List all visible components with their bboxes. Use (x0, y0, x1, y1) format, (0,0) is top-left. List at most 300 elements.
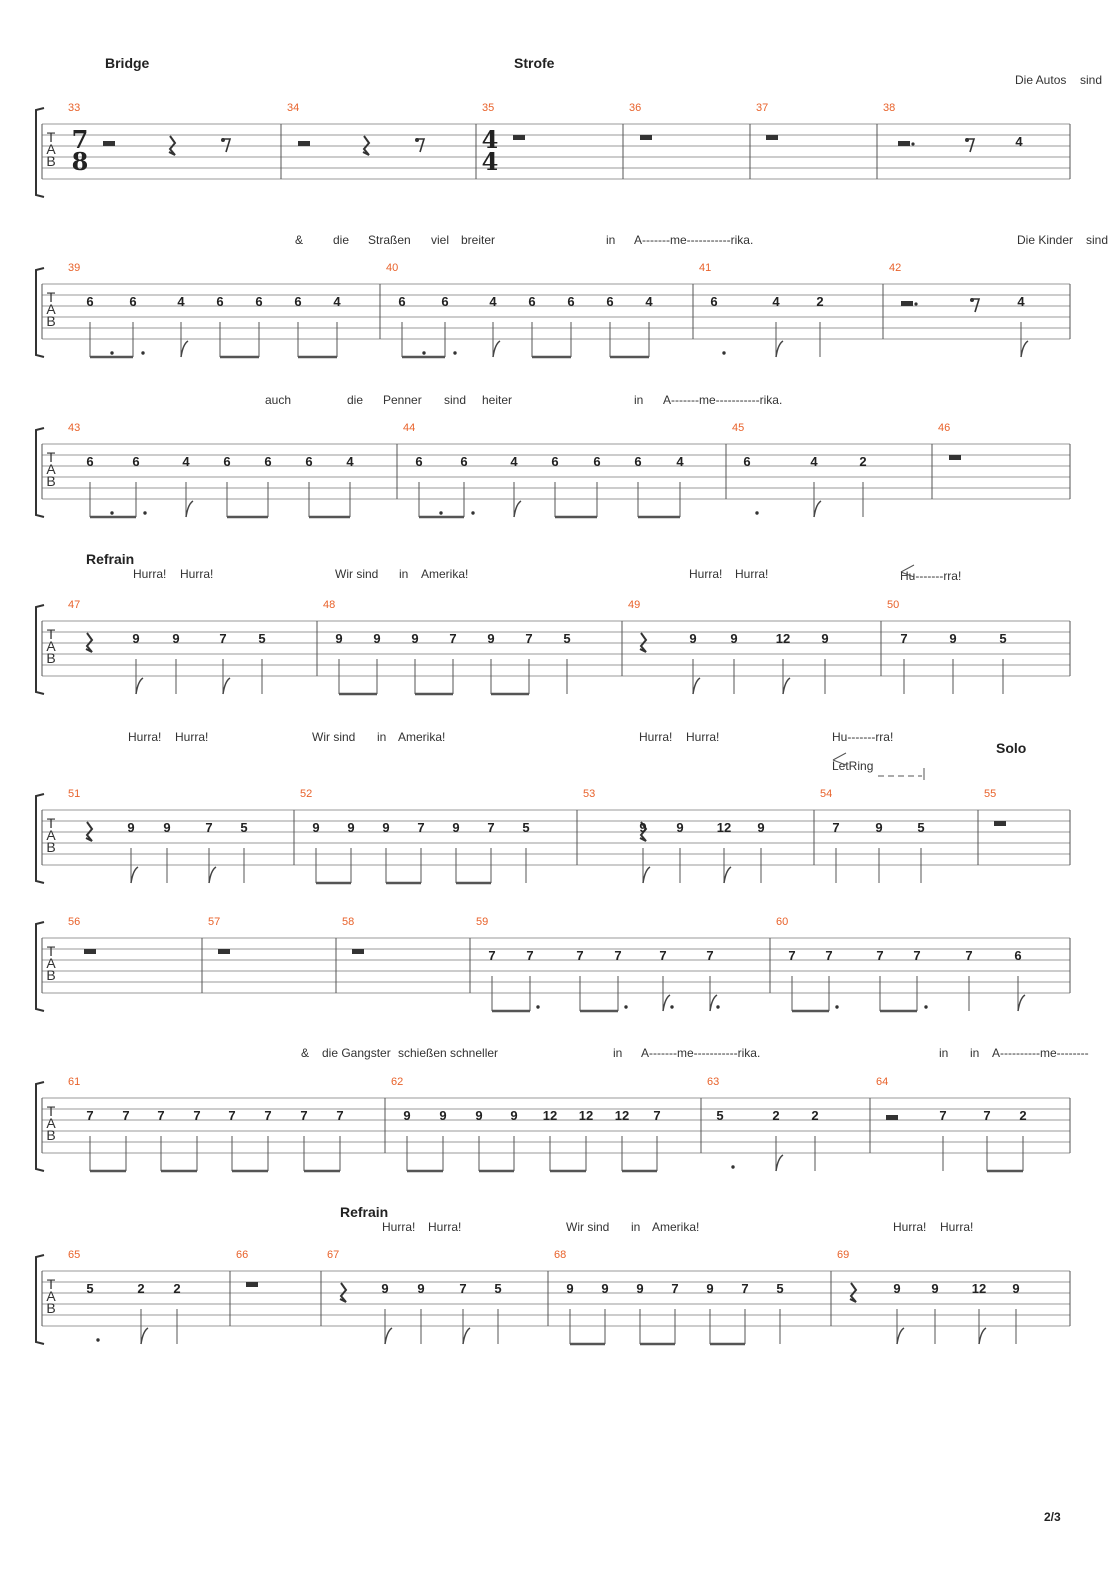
lyric-word: in (634, 393, 644, 407)
fret-number: 6 (606, 294, 614, 309)
note-flag (463, 1328, 470, 1344)
fret-number: 9 (382, 820, 390, 835)
measure-number: 59 (476, 916, 489, 928)
fret-number: 7 (449, 631, 457, 646)
fret-number: 7 (264, 1108, 272, 1123)
lyric-word: Hurra! (893, 1220, 927, 1234)
section-bridge: Bridge (105, 55, 150, 71)
fret-number: 9 (566, 1281, 574, 1296)
measure-number: 60 (776, 916, 789, 928)
note-stems (90, 322, 1028, 1344)
let-ring-marks (832, 565, 924, 780)
fret-number: 4 (177, 294, 185, 309)
fret-number: 9 (706, 1281, 714, 1296)
lyric-word: in (606, 233, 616, 247)
tab-clef-letter: B (46, 473, 56, 489)
fret-number: 2 (137, 1281, 145, 1296)
measure-number: 68 (554, 1249, 567, 1261)
fret-number: 9 (689, 631, 697, 646)
fret-number: 7 (417, 820, 425, 835)
note-flag (724, 867, 731, 883)
fret-number: 6 (216, 294, 224, 309)
whole-rest (352, 949, 364, 954)
measure-number: 40 (386, 262, 399, 274)
fret-number: 7 (900, 631, 908, 646)
measure-number: 62 (391, 1076, 404, 1088)
measure-number: 38 (883, 102, 896, 114)
lyric-word: in (377, 730, 387, 744)
lyric-word: Hurra! (686, 730, 720, 744)
duration-dot (924, 1005, 927, 1008)
measure-number: 66 (236, 1249, 249, 1261)
tab-clef-letter: T (46, 1103, 56, 1119)
duration-dot (141, 351, 144, 354)
measure-number: 50 (887, 599, 900, 611)
fret-number: 6 (398, 294, 406, 309)
lyric-word: Hu-------rra! (832, 730, 894, 744)
note-flag (136, 678, 143, 694)
note-flag (710, 995, 717, 1011)
half-rest (103, 141, 115, 146)
fret-number: 4 (333, 294, 341, 309)
measure-number: 47 (68, 599, 81, 611)
fret-number: 9 (875, 820, 883, 835)
fret-number: 5 (494, 1281, 502, 1296)
lyric-word: & (301, 1046, 310, 1060)
fret-number: 4 (182, 454, 190, 469)
fret-number: 7 (205, 820, 213, 835)
note-flag (209, 867, 216, 883)
tab-clef-letter: B (46, 313, 56, 329)
measure-number: 36 (629, 102, 642, 114)
fret-number: 6 (264, 454, 272, 469)
fret-number: 9 (601, 1281, 609, 1296)
fret-numbers (86, 134, 1026, 1296)
lyric-word: Die Autos (1015, 73, 1067, 87)
fret-number: 5 (240, 820, 248, 835)
fret-number: 9 (439, 1108, 447, 1123)
fret-number: 7 (193, 1108, 201, 1123)
tab-clef-letter: T (46, 815, 56, 831)
lyric-word: sind (1080, 73, 1103, 87)
lyric-word: Hurra! (689, 567, 723, 581)
measure-number: 41 (699, 262, 712, 274)
duration-dot (670, 1005, 673, 1008)
tab-clef-letter: T (46, 943, 56, 959)
fret-number: 6 (1014, 948, 1022, 963)
fret-number: 5 (999, 631, 1007, 646)
fret-number: 7 (653, 1108, 661, 1123)
note-flag (776, 1155, 783, 1171)
fret-number: 5 (563, 631, 571, 646)
lyric-word: die (333, 233, 350, 247)
note-flag (385, 1328, 392, 1344)
fret-number: 9 (347, 820, 355, 835)
fret-number: 4 (772, 294, 780, 309)
tab-clef-letter: A (46, 955, 56, 971)
rests (84, 135, 1006, 1302)
lyric-word: die (347, 393, 364, 407)
rest-dot (911, 142, 914, 145)
fret-number: 7 (525, 631, 533, 646)
note-flag (979, 1328, 986, 1344)
note-flag (814, 501, 821, 517)
note-flag (223, 678, 230, 694)
tab-clef-letter: A (46, 301, 56, 317)
measure-number: 35 (482, 102, 495, 114)
rest-dot (914, 302, 917, 305)
duration-dot (624, 1005, 627, 1008)
fret-number: 7 (671, 1281, 679, 1296)
fret-number: 9 (636, 1281, 644, 1296)
lyric-word: Wir sind (566, 1220, 610, 1234)
fret-number: 9 (403, 1108, 411, 1123)
fret-number: 9 (510, 1108, 518, 1123)
tab-clef-letter: T (46, 289, 56, 305)
duration-dot (471, 511, 474, 514)
measure-number: 65 (68, 1249, 81, 1261)
note-flag (181, 341, 188, 357)
lyric-word: Penner (383, 393, 422, 407)
fret-number: 7 (336, 1108, 344, 1123)
fret-number: 9 (949, 631, 957, 646)
fret-number: 9 (132, 631, 140, 646)
note-flag (131, 867, 138, 883)
fret-number: 6 (132, 454, 140, 469)
time-signature-bottom: 8 (71, 147, 89, 176)
lyric-word: sind (1086, 233, 1109, 247)
eighth-rest-dot (221, 138, 225, 142)
fret-number: 4 (810, 454, 818, 469)
lyric-word: A-------me-----------rika. (663, 393, 783, 407)
fret-number: 7 (825, 948, 833, 963)
fret-number: 9 (676, 820, 684, 835)
fret-number: 6 (255, 294, 263, 309)
fret-number: 6 (86, 454, 94, 469)
fret-number: 6 (305, 454, 313, 469)
tab-clef-letter: A (46, 141, 56, 157)
note-flag (663, 995, 670, 1011)
lyric-word: schneller (450, 1046, 499, 1060)
fret-number: 7 (228, 1108, 236, 1123)
fret-number: 9 (639, 820, 647, 835)
fret-number: 9 (757, 820, 765, 835)
fret-number: 2 (811, 1108, 819, 1123)
fret-number: 6 (743, 454, 751, 469)
tab-clef-letter: T (46, 626, 56, 642)
tab-clef-letter: A (46, 1288, 56, 1304)
lyric-word: in (970, 1046, 980, 1060)
tab-clef-letter: B (46, 1127, 56, 1143)
measure-number: 55 (984, 788, 997, 800)
fret-number: 9 (373, 631, 381, 646)
fret-number: 9 (127, 820, 135, 835)
fret-number: 9 (487, 631, 495, 646)
duration-dot (722, 351, 725, 354)
duration-dot (110, 511, 113, 514)
fret-number: 4 (1015, 134, 1023, 149)
tab-clef-letter: A (46, 461, 56, 477)
system-bracket (36, 922, 44, 1011)
lyric-word: Straßen (368, 233, 411, 247)
fret-number: 2 (772, 1108, 780, 1123)
fret-number: 5 (258, 631, 266, 646)
measure-numbers (68, 102, 996, 1261)
fret-number: 6 (86, 294, 94, 309)
lyric-word: Hurra! (133, 567, 167, 581)
fret-number: 6 (415, 454, 423, 469)
half-rest (298, 141, 310, 146)
note-flag (643, 867, 650, 883)
let-ring-label: LetRing (832, 759, 874, 773)
measure-number: 64 (876, 1076, 889, 1088)
half-rest (886, 1115, 898, 1120)
measure-number: 67 (327, 1249, 340, 1261)
system-bracket (36, 268, 44, 357)
fret-number: 5 (776, 1281, 784, 1296)
measure-number: 39 (68, 262, 81, 274)
fret-number: 9 (821, 631, 829, 646)
fret-number: 7 (788, 948, 796, 963)
section-refrain: Refrain (86, 551, 135, 567)
lyric-word: Hurra! (382, 1220, 416, 1234)
fret-number: 7 (487, 820, 495, 835)
fret-number: 6 (294, 294, 302, 309)
fret-number: 7 (219, 631, 227, 646)
fret-number: 7 (876, 948, 884, 963)
fret-number: 9 (335, 631, 343, 646)
eighth-rest-dot (415, 138, 419, 142)
tab-clef-letter: B (46, 839, 56, 855)
fret-number: 7 (459, 1281, 467, 1296)
whole-rest (246, 1282, 258, 1287)
fret-number: 2 (816, 294, 824, 309)
fret-number: 9 (172, 631, 180, 646)
duration-dot (143, 511, 146, 514)
fret-number: 2 (173, 1281, 181, 1296)
lyric-word: Wir sind (312, 730, 356, 744)
lyric-word: A-------me-----------rika. (634, 233, 754, 247)
measure-number: 58 (342, 916, 355, 928)
fret-number: 2 (1019, 1108, 1027, 1123)
system-bracket (36, 1082, 44, 1171)
note-flag (783, 678, 790, 694)
fret-number: 9 (452, 820, 460, 835)
whole-rest (218, 949, 230, 954)
fret-number: 4 (1017, 294, 1025, 309)
fret-number: 6 (551, 454, 559, 469)
duration-dot (96, 1338, 99, 1341)
measure-number: 48 (323, 599, 336, 611)
duration-dot (716, 1005, 719, 1008)
fret-number: 9 (381, 1281, 389, 1296)
tab-clef-letter: T (46, 129, 56, 145)
fret-number: 9 (417, 1281, 425, 1296)
fret-number: 7 (526, 948, 534, 963)
fret-number: 5 (86, 1281, 94, 1296)
measure-number: 44 (403, 422, 416, 434)
fret-number: 7 (706, 948, 714, 963)
fret-number: 6 (441, 294, 449, 309)
section-refrain: Refrain (340, 1204, 389, 1220)
duration-dot (439, 511, 442, 514)
fret-number: 6 (223, 454, 231, 469)
duration-dot (110, 351, 113, 354)
lyric-word: heiter (482, 393, 513, 407)
time-signature-top: 4 (481, 125, 499, 154)
note-flag (776, 341, 783, 357)
measure-number: 45 (732, 422, 745, 434)
lyric-word: Hurra! (940, 1220, 974, 1234)
note-flag (141, 1328, 148, 1344)
lyric-word: auch (265, 393, 292, 407)
fret-number: 4 (346, 454, 354, 469)
fret-number: 9 (475, 1108, 483, 1123)
tab-clef-letter: B (46, 650, 56, 666)
fret-number: 7 (122, 1108, 130, 1123)
fret-number: 6 (634, 454, 642, 469)
fret-number: 9 (163, 820, 171, 835)
lyric-word: Amerika! (652, 1220, 700, 1234)
tab-clef-letter: B (46, 1300, 56, 1316)
fret-number: 4 (489, 294, 497, 309)
note-flag (1021, 341, 1028, 357)
lyric-word: Hurra! (128, 730, 162, 744)
lyric-word: schießen (398, 1046, 447, 1060)
lyric-word: Hurra! (639, 730, 673, 744)
system-bracket (36, 108, 44, 197)
measure-number: 54 (820, 788, 833, 800)
fret-number: 7 (832, 820, 840, 835)
tab-clef-letter: B (46, 967, 56, 983)
fret-number: 9 (312, 820, 320, 835)
fret-number: 7 (965, 948, 973, 963)
fret-number: 9 (411, 631, 419, 646)
fret-number: 7 (488, 948, 496, 963)
fret-number: 12 (971, 1281, 987, 1296)
lyric-word: in (613, 1046, 623, 1060)
note-flag (897, 1328, 904, 1344)
lyric-word: Hurra! (180, 567, 214, 581)
lyric-word: A----------me-------- (992, 1046, 1089, 1060)
note-flag (514, 501, 521, 517)
note-flag (693, 678, 700, 694)
fret-number: 9 (1012, 1281, 1020, 1296)
fret-number: 12 (775, 631, 791, 646)
lyric-word: in (939, 1046, 949, 1060)
fret-number: 7 (300, 1108, 308, 1123)
lyric-word: Hurra! (175, 730, 209, 744)
measure-number: 37 (756, 102, 769, 114)
lyric-word: & (295, 233, 304, 247)
duration-dot (731, 1165, 734, 1168)
measure-number: 63 (707, 1076, 720, 1088)
fret-number: 4 (510, 454, 518, 469)
tab-clef-letter: T (46, 1276, 56, 1292)
duration-dot (422, 351, 425, 354)
fret-number: 4 (645, 294, 653, 309)
lyric-word: in (631, 1220, 641, 1234)
measure-number: 56 (68, 916, 81, 928)
whole-rest (640, 135, 652, 140)
measure-number: 42 (889, 262, 902, 274)
fret-number: 12 (614, 1108, 630, 1123)
measure-number: 46 (938, 422, 951, 434)
fret-number: 12 (716, 820, 732, 835)
fret-number: 7 (576, 948, 584, 963)
measure-number: 49 (628, 599, 641, 611)
system-bracket (36, 428, 44, 517)
fret-number: 7 (939, 1108, 947, 1123)
fret-number: 7 (86, 1108, 94, 1123)
system-bracket (36, 1255, 44, 1344)
time-signature-top: 7 (71, 125, 89, 154)
system-bracket (36, 605, 44, 694)
fret-number: 5 (917, 820, 925, 835)
fret-number: 5 (522, 820, 530, 835)
half-rest (901, 301, 913, 306)
fret-number: 7 (983, 1108, 991, 1123)
page-number: 2/3 (1044, 1510, 1061, 1524)
fret-number: 6 (710, 294, 718, 309)
note-flag (1018, 995, 1025, 1011)
measure-number: 33 (68, 102, 81, 114)
duration-dot (755, 511, 758, 514)
whole-rest (766, 135, 778, 140)
fret-number: 7 (659, 948, 667, 963)
fret-number: 7 (913, 948, 921, 963)
lyric-word: Hu-------rra! (900, 569, 962, 583)
section-strofe: Strofe (514, 55, 555, 71)
system-bracket (36, 794, 44, 883)
measure-number: 43 (68, 422, 81, 434)
measure-number: 69 (837, 1249, 850, 1261)
half-rest (898, 141, 910, 146)
lyric-word: in (399, 567, 409, 581)
duration-dot (536, 1005, 539, 1008)
staff-lines (36, 108, 1070, 1344)
fret-number: 7 (741, 1281, 749, 1296)
note-flag (186, 501, 193, 517)
measure-number: 34 (287, 102, 300, 114)
fret-number: 2 (859, 454, 867, 469)
fret-number: 9 (931, 1281, 939, 1296)
whole-rest (84, 949, 96, 954)
measure-number: 51 (68, 788, 81, 800)
lyric-word: Wir sind (335, 567, 379, 581)
lyric-word: Hurra! (735, 567, 769, 581)
duration-dot (835, 1005, 838, 1008)
eighth-rest-dot (965, 138, 969, 142)
fret-number: 6 (567, 294, 575, 309)
fret-number: 5 (716, 1108, 724, 1123)
lyric-word: A-------me-----------rika. (641, 1046, 761, 1060)
whole-rest (994, 821, 1006, 826)
lyric-word: Die Kinder (1017, 233, 1074, 247)
measure-number: 52 (300, 788, 313, 800)
measure-number: 53 (583, 788, 596, 800)
tab-clef-letter: A (46, 827, 56, 843)
fret-number: 12 (542, 1108, 558, 1123)
whole-rest (513, 135, 525, 140)
fret-number: 6 (129, 294, 137, 309)
fret-number: 9 (893, 1281, 901, 1296)
tab-clef-letter: T (46, 449, 56, 465)
fret-number: 6 (460, 454, 468, 469)
measure-number: 57 (208, 916, 221, 928)
time-signature-bottom: 4 (481, 147, 499, 176)
fret-number: 12 (578, 1108, 594, 1123)
